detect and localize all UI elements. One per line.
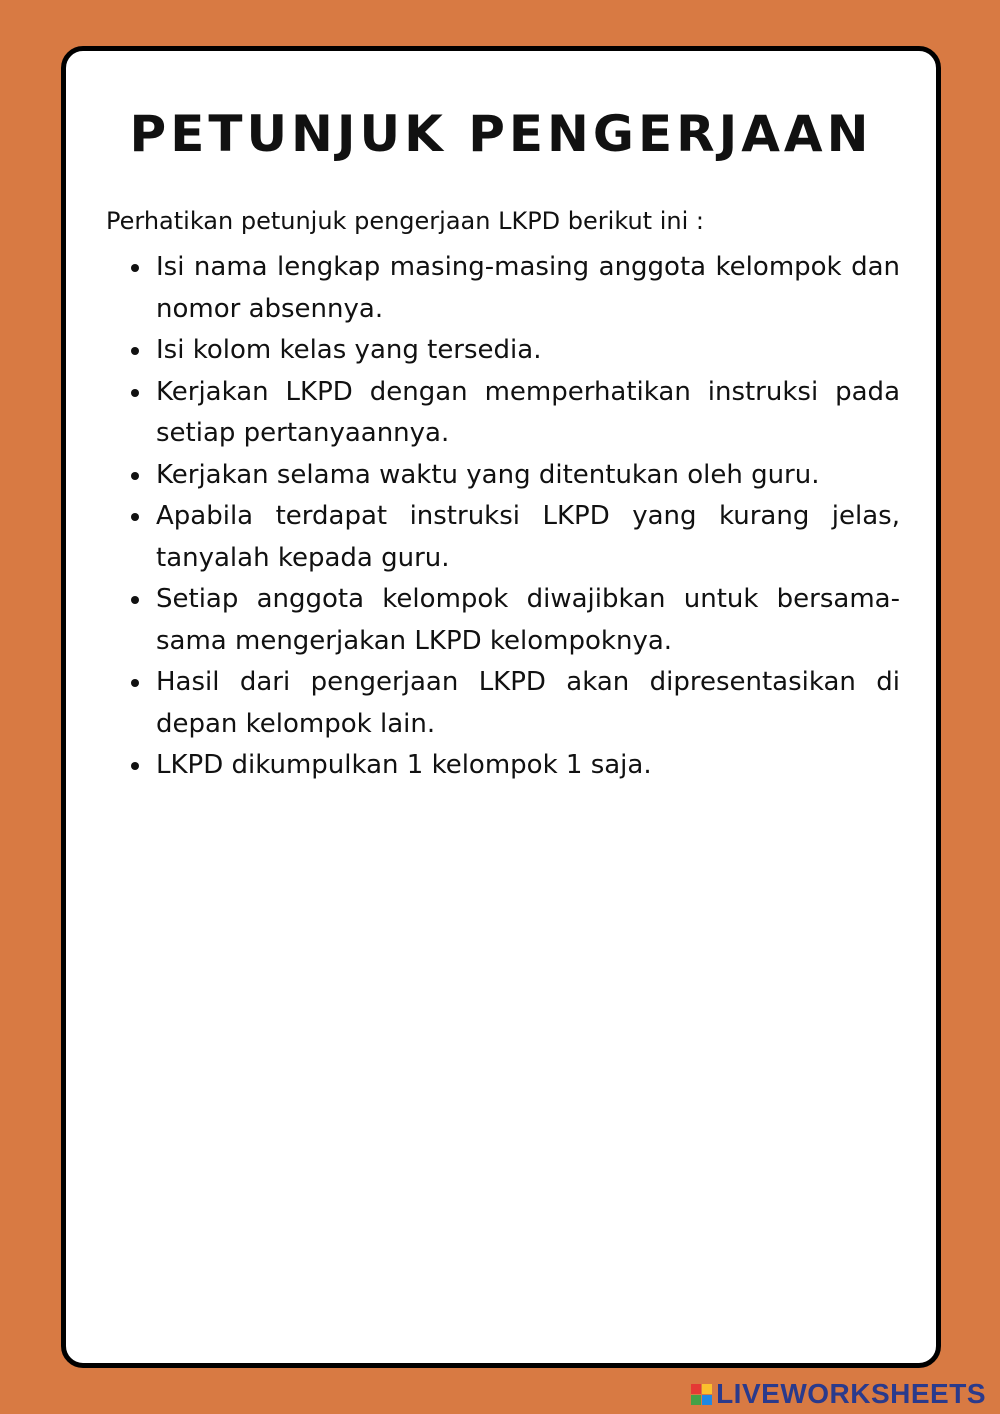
liveworksheets-logo-icon: [691, 1384, 712, 1405]
logo-square: [691, 1384, 701, 1394]
list-item: Isi kolom kelas yang tersedia.: [156, 330, 900, 372]
instruction-list: [156, 247, 900, 787]
logo-square: [702, 1384, 712, 1394]
intro-text: Perhatikan petunjuk pengerjaan LKPD berikut ini :: [106, 207, 704, 235]
list-item: LKPD dikumpulkan 1 kelompok 1 saja.: [156, 745, 900, 787]
list-item: Apabila terdapat instruksi LKPD yang kurang jelas, tanyalah kepada guru.: [156, 496, 900, 579]
list-item: Setiap anggota kelompok diwajibkan untuk bersama-sama mengerjakan LKPD kelompoknya.: [156, 579, 900, 662]
instruction-card: [61, 46, 941, 1368]
list-item: Isi nama lengkap masing-masing anggota kelompok dan nomor absennya.: [156, 247, 900, 330]
logo-square: [702, 1395, 712, 1405]
list-item: Kerjakan selama waktu yang ditentukan oleh guru.: [156, 455, 900, 497]
list-item: Kerjakan LKPD dengan memperhatikan instruksi pada setiap pertanyaannya.: [156, 372, 900, 455]
liveworksheets-watermark: [691, 1378, 986, 1410]
logo-square: [691, 1395, 701, 1405]
list-item: Hasil dari pengerjaan LKPD akan dipresentasikan di depan kelompok lain.: [156, 662, 900, 745]
page-title: PETUNJUK PENGERJAAN: [129, 105, 873, 163]
watermark-text: LIVEWORKSHEETS: [716, 1378, 986, 1409]
